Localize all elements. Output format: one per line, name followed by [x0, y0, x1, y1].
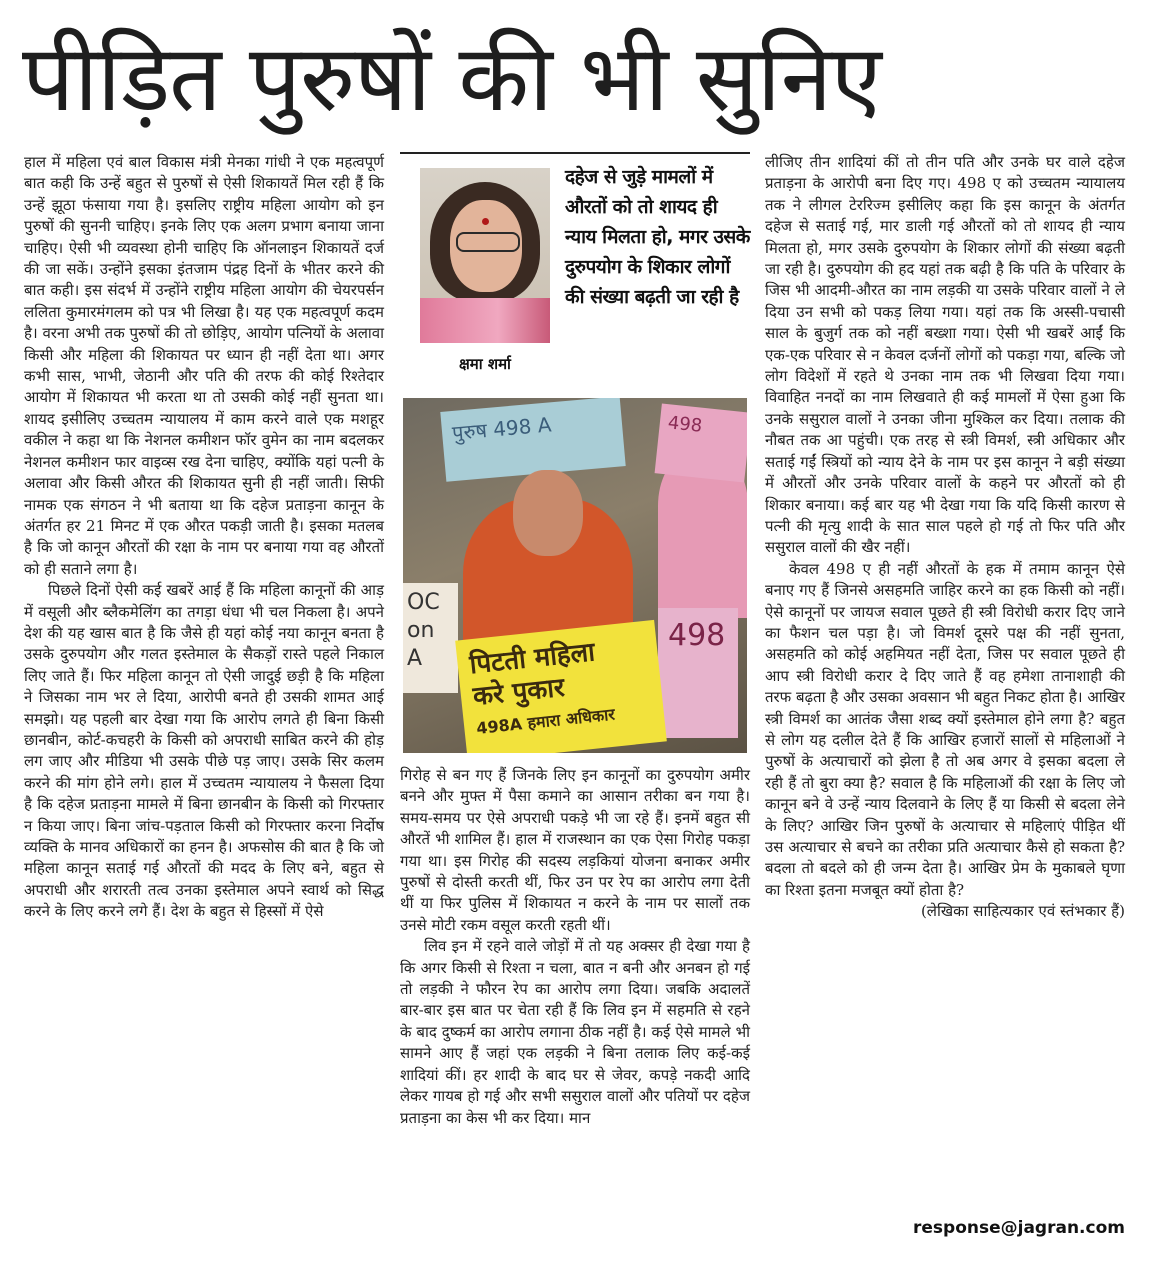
- protester-face: [513, 470, 583, 556]
- banner-line: 498A हमारा अधिकार: [475, 704, 616, 738]
- protest-sign: पुरुष 498 A: [440, 398, 625, 482]
- author-byline: (लेखिका साहित्यकार एवं स्तंभकार हैं): [920, 902, 1125, 921]
- article-paragraph: हाल में महिला एवं बाल विकास मंत्री मेनका गांधी ने एक महत्वपूर्ण बात कही कि उन्हें बहुत से पुरुषों से ऐसी शिकायतें मिल रही हैं कि उन्हें झूठा फंसाया गया है। इसलिए राष्ट्रीय महिला आयोग को इन पुरुषों की सुननी चाहिए। इनके लिए एक अलग प्रभाग बनाया जाना चाहिए। ऐसी भी व्यवस्था होनी चाहिए कि ऑनलाइन शिकायतें दर्ज की जा सकें। उन्होंने इसका इंतजाम पंद्रह दिनों के भीतर करने की बात कही। इस संदर्भ में उन्होंने राष्ट्रीय महिला आयोग की चेयरपर्सन ललिता कुमारमंगलम को पत्र भी लिखा है। यह एक महत्वपूर्ण कदम है। वरना अभी तक पुरुषों की तो छोड़िए, आयोग पत्नियों के अलावा किसी और महिला की शिकायत पर ध्यान ही नहीं देता था। अगर कभी सास, भाभी, जेठानी और पति की तरफ की कोई रिश्तेदार आयोग में शिकायत भी करता था तो उसकी कोई नहीं सुनता था। शायद इसीलिए उच्चतम न्यायालय में काम करने वाले एक मशहूर वकील ने कहा था कि नेशनल कमीशन फॉर वुमेन का नाम बदलकर नेशनल कमीशन फार वाइव्स रख देना चाहिए, क्योंकि यहां पत्नी के अलावा और किसी औरत की शिकायत सुनी ही नहीं जाती। सिफी नामक एक संगठन ने भी बताया था कि दहेज प्रताड़ना कानून के अंतर्गत हर 21 मिनट में एक औरत पकड़ी जाती है। इसका मतलब है कि जो कानून औरतों की रक्षा के नाम पर बनाया गया वह औरतों को ही सताने लगा है।: [24, 153, 384, 578]
- protest-sign: OC on A: [403, 583, 458, 693]
- protest-photo: [403, 398, 747, 753]
- banner-line: करे पुकार: [471, 672, 566, 713]
- article-paragraph: गिरोह से बन गए हैं जिनके लिए इन कानूनों का दुरुपयोग अमीर बनने और मुफ्त में पैसा कमाने का आसान तरीका बन गया है। समय-समय पर ऐसे अपराधी पकड़े भी जा रहे हैं। इनमें बहुत सी औरतें भी शामिल हैं। हाल में राजस्थान का एक ऐसा गिरोह पकड़ा गया था। इस गिरोह की सदस्य लड़कियां योजना बनाकर अमीर पुरुषों से दोस्ती करती थीं, फिर उन पर रेप का आरोप लगा देती थीं या फिर पुलिस में शिकायत न करने के नाम पर सालों तक उनसे मोटी रकम वसूल करती रहती थीं।: [400, 766, 750, 934]
- article-paragraph: लिव इन में रहने वाले जोड़ों में तो यह अक्सर ही देखा गया है कि अगर किसी से रिश्ता न चला, बात न बनी और अनबन हो गई तो लड़की ने फौरन रेप का आरोप लगा दिया। जबकि अदालतें बार-बार इस बात पर चेता रही हैं कि लिव इन में सहमति से रहने के बाद दुष्कर्म का आरोप लगाना ठीक नहीं है। कई ऐसे मामले भी सामने आए हैं जहां एक लड़की ने बिना तलाक लिए कई-कई शादियां कीं। हर शादी के बाद घर से जेवर, कपड़े नकदी आदि लेकर गायब हो गई और सभी ससुराल वालों और पतियों पर दहेज प्रताड़ना का केस भी कर दिया। मान: [400, 937, 750, 1127]
- article-column-2: [400, 765, 750, 1129]
- pull-quote: दहेज से जुड़े मामलों में औरतों को तो शायद ही न्याय मिलता हो, मगर उसके दुरुपयोग के शिकार लोगों की संख्या बढ़ती जा रही है: [565, 166, 750, 308]
- banner-line: पिटती महिला: [468, 637, 597, 681]
- protest-sign: 498: [655, 403, 747, 482]
- protest-banner: [455, 620, 667, 753]
- article-column-1: [24, 152, 384, 923]
- article-column-3: [765, 152, 1125, 923]
- author-box: [400, 152, 750, 389]
- author-name: क्षमा शर्मा: [459, 355, 511, 373]
- article-paragraph: केवल 498 ए ही नहीं औरतों के हक में तमाम कानून ऐसे बनाए गए हैं जिनसे असहमति जाहिर करने का हक किसी को नहीं। ऐसे कानूनों पर जायज सवाल पूछते ही स्त्री विरोधी करार दिए जाने का फैशन चल पड़ा है। जो विमर्श दूसरे पक्ष की नहीं सुनता, असहमति को कोई अहमियत नहीं देता, जिस पर सवाल पूछते ही आप स्त्री विरोधी करार दे दिए जाते हैं वह हमेशा तानाशाही की तरफ बढ़ता है और उसका अवसान भी बहुत निकट होता है। आखिर स्त्री विमर्श का आतंक जैसा शब्द क्यों इस्तेमाल होने लगा है? बहुत से लोग यह दलील देते हैं कि आखिर हजारों सालों से महिलाओं ने पुरुषों के अत्याचारों को झेला है तो अब अगर वे इसका बदला ले रही हैं तो बुरा क्या है? सवाल है कि महिलाओं की रक्षा के लिए जो कानून बने वे उन्हें न्याय दिलवाने के लिए हैं या किसी से बदला लेने के लिए? आखिर जिन पुरुषों के अत्याचार से महिलाएं पीड़ित थीं उस अत्याचार से बचने का तरीका प्रति अत्याचार कैसे हो सकता है? बदला तो बदले को ही जन्म देता है। आखिर प्रेम के मुकाबले घृणा का रिश्ता इतना मजबूत क्यों होता है?: [765, 559, 1125, 899]
- article-paragraph: लीजिए तीन शादियां कीं तो तीन पति और उनके घर वाले दहेज प्रताड़ना के आरोपी बना दिए गए। 498 ए को उच्चतम न्यायालय तक ने लीगल टेररिज्म इसीलिए कहा कि इस कानून के अंतर्गत दहेज से सताई गई, मार डाली गई औरतों को तो शायद ही न्याय मिलता हो, मगर उसके दुरुपयोग के शिकार लोगों की संख्या बढ़ती जा रही है। दुरुपयोग की हद यहां तक बढ़ी है कि पति के परिवार के जिस भी आदमी-औरत का नाम लड़की या उसके परिवार वालों ने ले दिया उन सभी को पकड़ लिया गया। यहां तक कि अस्सी-पचासी साल के बुजुर्ग तक को नहीं बख्शा गया। ऐसी भी खबरें आईं कि एक-एक परिवार से न केवल दर्जनों लोगों को पकड़ा गया, बल्कि जो लोग विदेशों में रहते थे उनका नाम तक भी लिखवा दिया गया। विवाहित ननदों का नाम लिखवाते ही कई मामलों में ऐसा हुआ कि उनके ससुराल वालों ने उनका जीना मुश्किल कर दिया। तलाक की नौबत तक आ पहुंची। एक तरह से स्त्री विमर्श, स्त्री अधिकार और सताई गईं स्त्रियों को न्याय देने के नाम पर इस कानून ने बड़ी संख्या में औरतों और उनके परिवार वालों के कहने पर औरतों को ही शिकार बनाया। कई बार यह भी देखा गया कि यदि किसी कारण से पत्नी की मृत्यु शादी के सात साल पहले हो गई तो फिर पति और ससुराल वालों की खैर नहीं।: [765, 153, 1125, 557]
- author-photo: [420, 168, 550, 343]
- article-paragraph: पिछले दिनों ऐसी कई खबरें आई हैं कि महिला कानूनों की आड़ में वसूली और ब्लैकमेलिंग का तगड़ा धंधा भी चल निकला है। अपने देश की यह खास बात है कि जैसे ही यहां कोई नया कानून बनता है उसके दुरुपयोग और गलत इस्तेमाल के सैकड़ों रास्ते पहले निकाल लिए जाते हैं। फिर महिला कानून तो ऐसी जादुई छड़ी है कि महिला ने जिसका नाम भर ले दिया, आरोपी बनते ही उसकी शामत आई समझो। यह पहली बार देखा गया कि आरोप लगते ही बिना किसी छानबीन, कोर्ट-कचहरी के किसी को अपराधी साबित करने की होड़ लग जाए और मीडिया भी उसके पीछे पड़ जाए। उसके सिर कलम करने की मांग होने लगे। हाल में उच्चतम न्यायालय ने फैसला दिया है कि दहेज प्रताड़ना मामले में बिना छानबीन के किसी को गिरफ्तार न किया जाए। बिना जांच-पड़ताल किसी को गिरफ्तार करना निर्दोष व्यक्ति के मानव अधिकारों का हनन है। अफसोस की बात है कि जो महिला कानून सताई गई औरतों की मदद के लिए बने, बहुत से अपराधी और शरारती तत्व उनका इस्तेमाल अपने स्वार्थ को सिद्ध करने के लिए करने लगे हैं। देश के बहुत से हिस्सों में ऐसे: [24, 581, 384, 921]
- protest-sign: 498: [658, 608, 738, 738]
- contact-email[interactable]: response@jagran.com: [913, 1218, 1125, 1238]
- article-headline: पीड़ित पुरुषों की भी सुनिए: [22, 25, 881, 132]
- protester-figure: [658, 458, 747, 618]
